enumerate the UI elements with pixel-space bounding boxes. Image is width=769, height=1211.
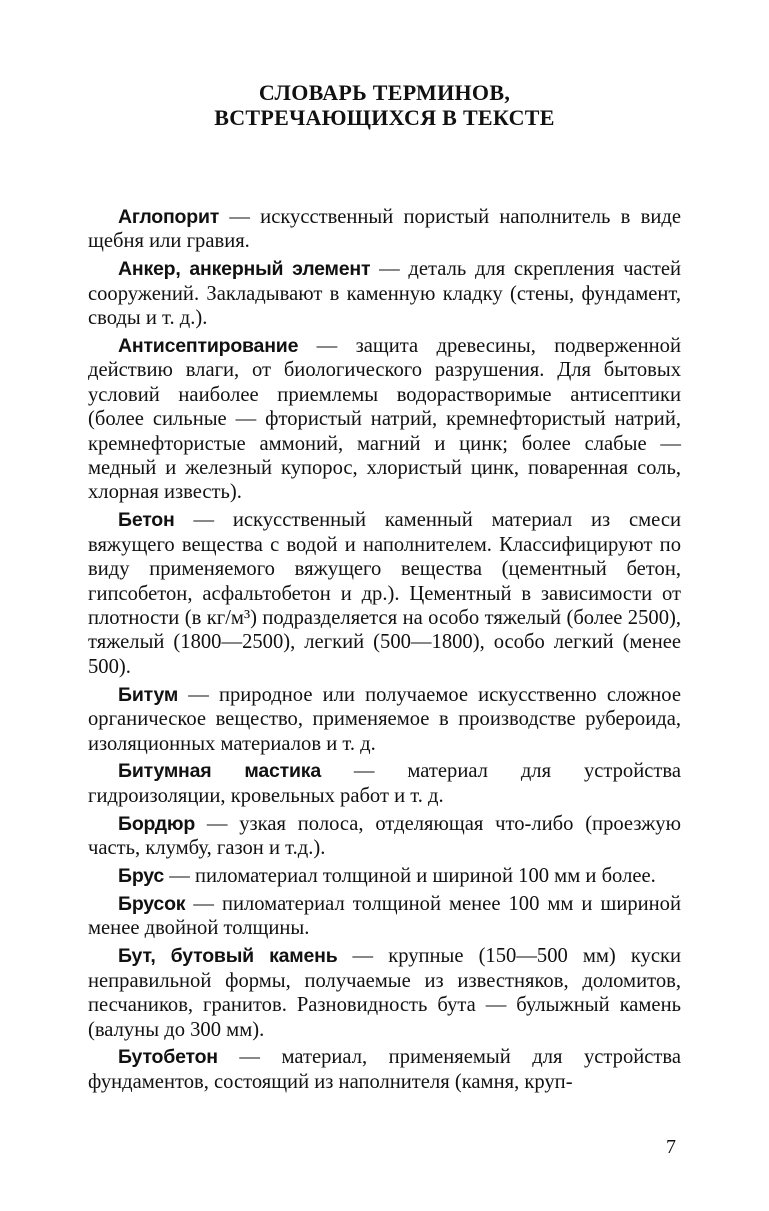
glossary-term: Бордюр (118, 812, 196, 835)
glossary-definition: — искусственный каменный материал из смеси вяжущего вещества с водой и наполнителем. Классифицируют по виду применяемого вяжущего вещества (цементный бетон, гипсобетон, асфальтобетон и др.). Цементный в зависимости от плотности (в кг/м³) подразделяется на особо тяжелый (более 2500), тяжелый (1800—2500), легкий (500—1800), особо легкий (менее 500). (88, 509, 681, 678)
glossary-entry (88, 759, 681, 808)
glossary-term: Бетон (118, 509, 175, 532)
glossary-term: Брусок (118, 892, 186, 915)
glossary-definition: — крупные (150—500 мм) куски неправильной формы, получаемые из известняков, доломитов, песчаников, гранитов. Разновидность бута — булыжный камень (валуны до 300 мм). (88, 945, 681, 1041)
glossary-definition: — защита древесины, подверженной действию влаги, от биологического разрушения. Для бытовых условий наиболее приемлемы водорастворимые антисептики (более сильные — фтористый натрий, кремнефтористый натрий, кремнефтористые аммоний, магний и цинк; более слабые — медный и железный купорос, хлористый цинк, поваренная соль, хлорная известь). (88, 335, 681, 504)
glossary-definition: — пиломатериал толщиной и шириной 100 мм и более. (164, 865, 656, 888)
glossary-term: Аглопорит (118, 206, 220, 228)
glossary-entry (88, 944, 681, 1042)
glossary-term: Антисептирование (118, 335, 299, 358)
glossary-entry (88, 892, 681, 941)
glossary-definition: — узкая полоса, отделяющая что-либо (проезжую часть, клумбу, газон и т.д.). (88, 812, 681, 860)
glossary-entry (88, 508, 681, 679)
glossary-definition: — материал для устройства гидроизоляции, кровельных работ и т. д. (88, 760, 681, 807)
glossary-entry (88, 205, 681, 254)
glossary-entry (88, 812, 681, 861)
glossary-body (88, 205, 681, 1098)
glossary-term: Брус (118, 865, 165, 888)
glossary-term: Анкер, анкерный элемент (118, 258, 371, 281)
title-line-2: ВСТРЕЧАЮЩИХСЯ В ТЕКСТЕ (214, 105, 555, 130)
glossary-term: Бут, бутовый камень (118, 945, 338, 968)
page-title (0, 80, 769, 130)
glossary-entry (88, 683, 681, 756)
glossary-term: Бутобетон (118, 1046, 218, 1069)
title-line-1: СЛОВАРЬ ТЕРМИНОВ, (258, 80, 511, 105)
glossary-definition: — искусственный пористый наполнитель в виде щебня или гравия. (88, 206, 681, 253)
glossary-definition: — деталь для скрепления частей сооружений. Закладывают в каменную кладку (стены, фундамент, своды и т. д.). (88, 258, 681, 330)
glossary-entry (88, 1045, 681, 1094)
glossary-term: Битумная мастика (118, 760, 322, 783)
glossary-definition: — материал, применяемый для устройства фундаментов, состоящий из наполнителя (камня, круп- (88, 1046, 681, 1093)
glossary-entry (88, 864, 681, 888)
glossary-definition: — природное или получаемое искусственно сложное органическое вещество, применяемое в производстве рубероида, изоляционных материалов и т. д. (88, 683, 681, 755)
glossary-entry (88, 257, 681, 330)
glossary-term: Битум (118, 683, 179, 706)
glossary-definition: — пиломатериал толщиной менее 100 мм и шириной менее двойной толщины. (88, 892, 681, 940)
glossary-entry (88, 334, 681, 505)
page-number: 7 (666, 1136, 676, 1158)
